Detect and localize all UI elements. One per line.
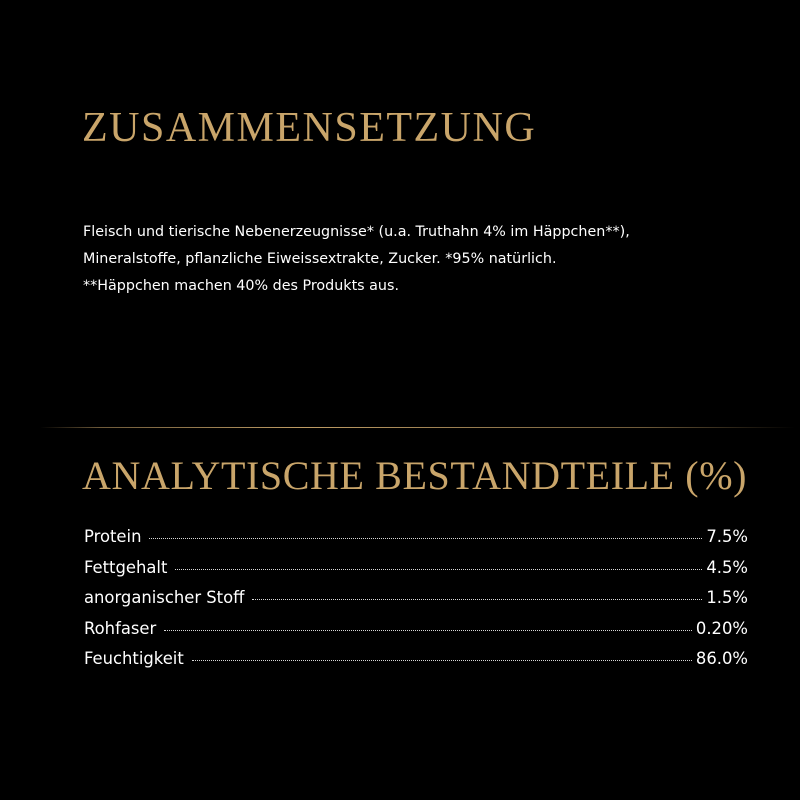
analysis-row-feuchtigkeit (84, 649, 748, 680)
analysis-row-fettgehalt (84, 558, 748, 589)
analysis-value: 86.0% (695, 649, 748, 668)
composition-heading: ZUSAMMENSETZUNG (82, 105, 537, 151)
analysis-value: 1.5% (706, 588, 748, 607)
analysis-label: anorganischer Stoff (84, 588, 245, 607)
composition-line: **Häppchen machen 40% des Produkts aus. (83, 278, 399, 294)
dot-leader (252, 599, 702, 600)
dot-leader (192, 660, 692, 661)
section-divider (40, 427, 795, 428)
analysis-value: 0.20% (695, 618, 748, 638)
analysis-label: Protein (84, 527, 142, 546)
dot-leader (164, 630, 692, 631)
analysis-heading: ANALYTISCHE BESTANDTEILE (%) (82, 453, 748, 498)
analysis-label: Fettgehalt (84, 557, 168, 577)
analysis-row-protein (84, 527, 748, 558)
composition-line: Fleisch und tierische Nebenerzeugnisse* (u.a. Truthahn 4% im Häppchen**), (83, 224, 630, 240)
dot-leader (175, 569, 702, 570)
analysis-row-rohfaser (84, 619, 748, 650)
composition-line: Mineralstoffe, pflanzliche Eiweissextrakte, Zucker. *95% natürlich. (83, 251, 557, 267)
analysis-label: Feuchtigkeit (84, 649, 184, 668)
analysis-label: Rohfaser (84, 618, 157, 638)
analysis-value: 4.5% (706, 557, 748, 577)
dot-leader (149, 538, 702, 539)
analysis-table (84, 527, 748, 680)
analysis-row-anorganischer-stoff (84, 588, 748, 619)
composition-text (83, 219, 763, 300)
analysis-value: 7.5% (706, 527, 748, 546)
